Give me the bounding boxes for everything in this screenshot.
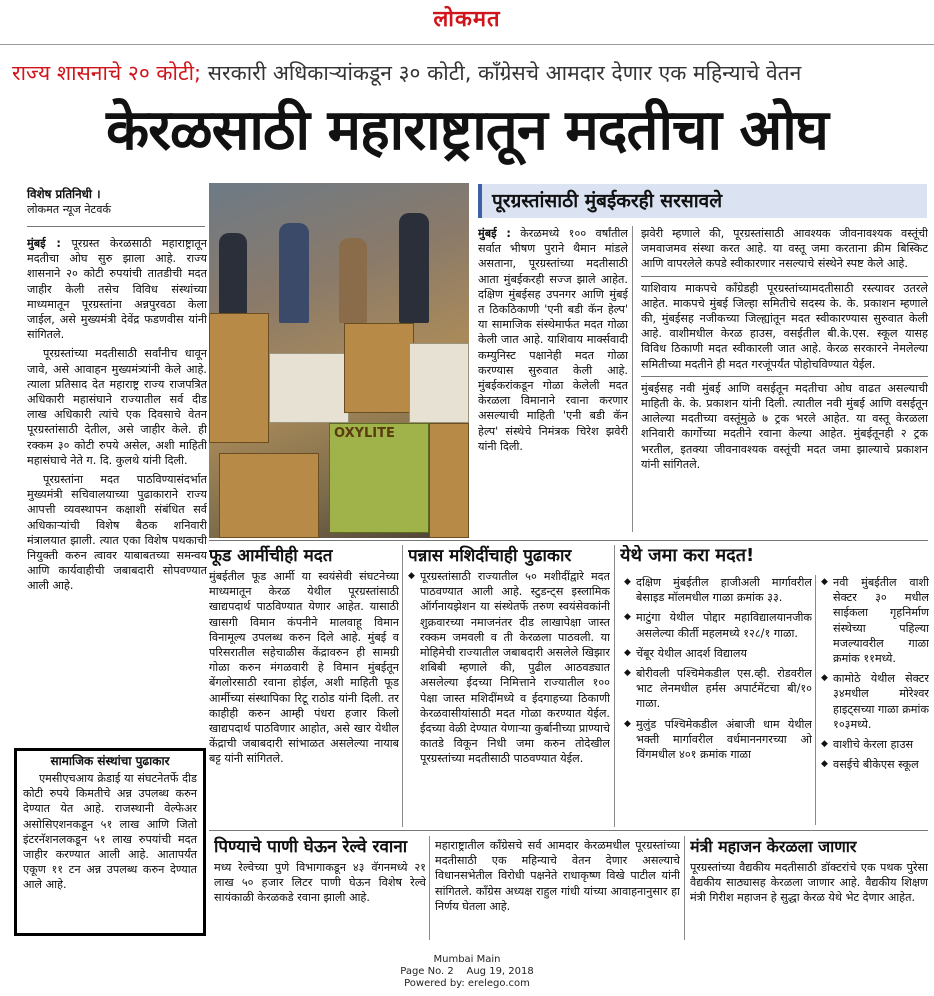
collection-point: ◆ कामोठे येथील सेक्टर ३४मधील मोरेश्वर हाइट्सच्या गाळा क्रमांक १०३मध्ये. [821,671,929,732]
mid-rule [209,540,928,541]
relief-supplies-photo [209,183,469,538]
mumbai-story-col2 [641,226,928,536]
footer-edition: Mumbai Main [433,954,501,965]
main-story-p2: पूरग्रस्तांच्या मदतीसाठी सर्वांनीच धावून जावे, असे आवाहन मुख्यमंत्र्यांनी केले आहे. त्याला प्रतिसाद देत महाराष्ट्र राज्य राजपत्रित अधिकारी महासंघाने राज्यातील सर्व दीड लाख अधिकारी त्यांचे एक दिवसाचे वेतन पूरग्रस्तांसाठी देतील, असे जाहीर केले. ही रक्कम ३० कोटी रुपये असेल, अशी माहिती महासंघाचे नेते ग. दि. कुलथे यांनी दिली. [27,347,207,467]
byline-rule [27,226,205,227]
photo-person-4 [399,213,429,323]
railway-text: मध्य रेल्वेच्या पुणे विभागाकडून ४३ वॅगनमध्ये २१ लाख ५० हजार लिटर पाणी घेऊन विशेष रेल्वे सायंकाळी केरळकडे रवाना झाली आहे. [214,861,426,905]
food-army-section [209,545,399,831]
mumbai-col2-p1: झवेरी म्हणाले की, पूरग्रस्तांसाठी आवश्यक जीवनावश्यक वस्तूंची जमवाजमव संस्था करत आहे. या वस्तू जमा करताना क्रीम बिस्किट आणि वापरलेले कपडे स्वीकारणार नसल्याचे संस्थेने स्पष्ट केले आहे. [641,227,928,271]
kicker-red: राज्य शासनाचे २० कोटी; [12,61,202,85]
photo-person-3 [339,238,367,323]
collection-point: ◆ वसईचे बीकेएस स्कूल [821,757,929,772]
collection-point: ◆ नवी मुंबईतील वाशी सेक्टर ३० मधील साईकला गृहनिर्माण संस्थेच्या पहिल्या मजल्यावरील गाळा क्रमांक ११मध्ये. [821,575,929,666]
mosques-title: पन्नास मशिदींचाही पुढाकार [408,546,572,566]
photo-box-3 [344,323,414,413]
collection-point: ◆ बोरीवली पश्चिमेकडील एस.व्ही. रोडवरील भाट लेनमधील हर्मस अपार्टमेंटचा बी/१० गाळा. [624,666,812,712]
photo-box-1 [269,353,349,423]
congress-text: महाराष्ट्रातील काँग्रेसचे सर्व आमदार केरळमधील पूरग्रस्तांच्या मदतीसाठी एक महिन्याचे वेतन देणार असल्याचे विधानसभेतील विरोधी पक्षनेते राधाकृष्ण विखे पाटील यांनी सांगितले. काँग्रेस अध्यक्ष राहुल गांधी यांच्या आवाहनानुसार हा निर्णय घेतला आहे. [435,839,680,913]
main-story [27,236,207,744]
masthead [0,0,934,38]
collection-divider [815,575,816,825]
mumbai-col1-body: केरळमध्ये १०० वर्षांतील सर्वात भीषण पुराने थैमान मांडले असताना, पूरग्रस्तांच्या मदतीसाठी आता मुंबईकरही सज्ज झाले आहेत. दक्षिण मुंबईसह उपनगर आणि मुंबई त ठिकठिकाणी 'एनी बडी कॅन हेल्प' या सामाजिक संस्थेमार्फत मदत गोळा केली जात आहे. याशिवाय मार्क्सवादी कम्युनिस्ट पक्षानेही मदत गोळा करण्यास सुरुवात केली आहे. मुंबईकरांकडून गोळा केलेली मदत केरळला विमानाने रवाना करणार असल्याची माहिती 'एनी बडी कॅन हेल्प' संस्थेचे निमंत्रक चिरेश झवेरी यांनी दिली. [478,227,628,453]
mahajan-section [690,836,928,940]
food-mosque-divider [402,545,403,827]
food-army-text: मुंबईतील फूड आर्मी या स्वयंसेवी संघटनेच्या माध्यमातून केरळ येथील पूरग्रस्तांसाठी खाद्यपदार्थ पाठविण्यात येणार आहेत. यासाठी खासगी विमान कंपनीने मालवाहू विमान विनामूल्य उपलब्ध करुन दिले आहे. मुंबई व परिसरातील सहेचाळीस केंद्रावरुन ही सामग्री गोळा करुन मंगळवारी हे विमान मुंबईतून बेंगलोरसाठी रवाना होईल, अशी माहिती फूड आर्मीच्या संस्थापिका रिटू राठोड यांनी दिली. तर काहीही करुन आम्ही पंधरा हजार किलो खाद्यपदार्थ पाठविणार आहोत, असे खार येथील केंद्राची जबाबदारी सांभाळत असलेल्या नायाब बट्ट यांनी सांगितले. [209,570,399,766]
social-orgs-box [14,748,206,936]
railway-title: पिण्याचे पाणी घेऊन रेल्वे रवाना [214,837,408,857]
photo-person-2 [279,223,309,323]
social-orgs-text: एमसीएचआय क्रेडाई या संघटनेतर्फे दीड कोटी रुपये किमतीचे अन्न उपलब्ध करुन देण्यात येत आहे. राजस्थानी वेल्फेअर असोसिएशनकडून ५१ लाख आणि जितो इंटरनॅशनलकडून ५१ लाख रुपयांची मदत जाहीर करण्यात आली आहे. आतापर्यंत एकूण ११ टन अन्न उपलब्ध करुन देण्यात आले आहे. [23,772,197,892]
main-story-p3: पूरग्रस्तांना मदत पाठविण्यासंदर्भात मुख्यमंत्री सचिवालयाच्या पुढाकाराने राज्य आपत्ती व्यवस्थापन कक्षाशी संबंधित सर्व अधिकाऱ्यांची विशेष बैठक शनिवारी मंत्रालयात झाली. त्यात एका विशेष पथकाची नियुक्ती करुन त्वावर याबाबतच्या समन्वय आणि कार्यवाहीची जबाबदारी सोपवण्यात आली आहे. [27,473,207,593]
food-army-body [209,569,399,831]
footer-page: Page No. 2 [400,966,454,977]
congress-mahajan-divider [684,836,685,940]
collection-points-title: येथे जमा करा मदत! [620,545,755,566]
byline-desk: लोकमत न्यूज नेटवर्क [27,203,112,216]
mahajan-title: मंत्री महाजन केरळला जाणार [690,837,857,856]
main-p1-text: पूरग्रस्त केरळसाठी महाराष्ट्रातून मदतीचा ओघ सुरु झाला आहे. राज्य शासनाने २० कोटी रुपयांची तातडीची मदत जाहीर केली तसेच विविध संस्थांच्या माध्यमातून पूरग्रस्तांना अन्नपुरवठा केला जाईल, असे मुख्यमंत्री देवेंद्र फडणवीस यांनी सांगितले. [27,237,207,342]
headline: केरळसाठी महाराष्ट्रातून मदतीचा ओघ [106,98,828,163]
photo-box-label: OXYLITE [334,426,395,441]
social-orgs-title: सामाजिक संस्थांचा पुढाकार [50,754,170,768]
main-dateline: मुंबई : [27,237,61,250]
collection-point: ◆ चेंबूर येथील आदर्श विद्यालय [624,646,812,661]
kicker [12,56,927,90]
masthead-logo: लोकमत [433,6,501,32]
footer-page-row [0,966,934,978]
mumbai-col1-text [478,226,628,454]
mahajan-body [690,860,928,940]
mumbai-story-col1 [478,226,628,536]
mosque-collect-divider [614,545,615,827]
byline-name: विशेष प्रतिनिधी [27,187,92,201]
main-story-p1 [27,236,207,342]
mahajan-text: पूरग्रस्तांच्या वैद्यकीय मदतीसाठी डॉक्टरांचे एक पथक पुरेसा वैद्यकीय साठ्यासह केरळला जाणार आहे. वैद्यकीय शिक्षण मंत्री गिरीश महाजन हे सुद्धा केरळ येथे भेट देणार आहेत. [690,861,928,905]
mumbai-story-title: पूरग्रस्तांसाठी मुंबईकरही सरसावले [478,184,927,218]
mumbai-col2-rule-2 [641,376,928,377]
collection-point: ◆ दक्षिण मुंबईतील हाजीअली मार्गावरील बेसाइड मॉलमधील गाळा क्रमांक ३३. [624,575,812,605]
railway-body [214,860,426,940]
collection-points-left [624,575,812,827]
mumbai-col2-p3: मुंबईसह नवी मुंबई आणि वसईतून मदतीचा ओघ वाढत असल्याची माहिती के. के. प्रकाशन यांनी दिली. त्यातील नवी मुंबई आणि वसईतून आलेल्या मदतीच्या वस्तूंमुळे ७ ट्रक भरले आहेत. या वस्तू केरळला शनिवारी कार्गोच्या मदतीने रवाना केल्या आहेत. मुंबईतूनही २ ट्रक भरतील, इतक्या जीवनावश्यक वस्तूंची मदत जमा झाल्याचे प्रकाशन यांनी सांगितले. [641,381,928,471]
collection-point: ◆ वाशीचे केरला हाउस [821,737,929,752]
mosques-text: ◆ पूरग्रस्तांसाठी राज्यातील ५० मशीदींद्वारे मदत पाठवण्यात आली आहे. स्टुडन्ट्स इस्लामिक ऑर्गनायझेशन या संस्थेतर्फे तरुण स्वयंसेवकांनी शुक्रवारच्या नमाजनंतर दीड लाखापेक्षा जास्त रक्कम जमवली व ती केरळला पाठवली. या मोहिमेची राज्यातील जबाबदारी असलेले खिझार शबिबी म्हणाले की, पुढील आठवड्यात असलेल्या ईदच्या निमित्ताने राज्यातील १०० पेक्षा जास्त मशिदींमध्ये व ईदगाहच्या ठिकाणी केरळवासीयांसाठी मदत गोळा करण्यात येईल. ईदच्या वेळी देण्यात येणाऱ्या कुर्बानीच्या प्राण्याचे कातडे विकून निधी जमा करुन तोदेखील पूरग्रस्तांच्या मदतीसाठी पाठवण्यात येईल. [408,569,610,767]
byline-name-row [27,186,207,202]
mumbai-dateline: मुंबई : [478,227,511,240]
bottom-rule [209,830,928,831]
mosques-section [408,545,610,831]
photo-box-6 [429,423,469,538]
railway-section [214,836,426,940]
footer-date: Aug 19, 2018 [466,966,534,977]
footer [0,954,934,990]
footer-powered: Powered by: erelego.com [404,978,530,989]
congress-section [435,838,680,938]
photo-box-2 [209,313,269,443]
mumbai-col2-rule-1 [641,276,928,277]
collection-points-section [620,545,928,567]
photo-box-5 [219,453,319,538]
collection-points-right [821,575,929,827]
mosques-body [408,569,610,831]
photo-person-1 [219,233,247,323]
photo-box-oxylite [329,423,429,533]
food-army-title: फूड आर्मीचीही मदत [209,546,333,566]
byline [27,186,207,218]
kicker-rest: सरकारी अधिकाऱ्यांकडून ३० कोटी, काँग्रेसचे आमदार देणार एक महिन्याचे वेतन [201,61,802,85]
photo-box-4 [409,343,469,423]
mumbai-col-divider [632,226,633,532]
mumbai-col2-p2: याशिवाय माकपचे काँग्रेडही पूरग्रस्तांच्यामदतीसाठी रस्त्यावर उतरले आहेत. माकपचे मुंबई जिल्हा समितीचे सदस्य के. के. प्रकाशन म्हणाले की, मुंबईसह नजीकच्या जिल्ह्यांतून मदत स्वीकारण्यास सुरुवात केली आहे. वाशीमधील केरळ हाउस, वसईतील बी.के.एस. स्कूल यासह विविध ठिकाणी मदत स्वीकारली जात आहे. केरळ सरकारने नेमलेल्या समितीच्या मदतीने ही मदत गरजूंपर्यंत पोहोचविण्यात येईल. [641,281,928,371]
collection-point: ◆ मुलुंड पश्चिमेकडील अंबाजी धाम येथील भक्ती मार्गावरील वर्धमाननगरच्या ओ विंगमधील ४०१ क्रमांक गाळा [624,717,812,763]
masthead-rule [0,44,934,45]
byline-separator: । [96,187,101,201]
collection-point: ◆ माटुंगा येथील पोद्दार महाविद्यालयानजीक असलेल्या कीर्ती महलमध्ये १२८/१ गाळा. [624,610,812,640]
railway-congress-divider [429,836,430,940]
